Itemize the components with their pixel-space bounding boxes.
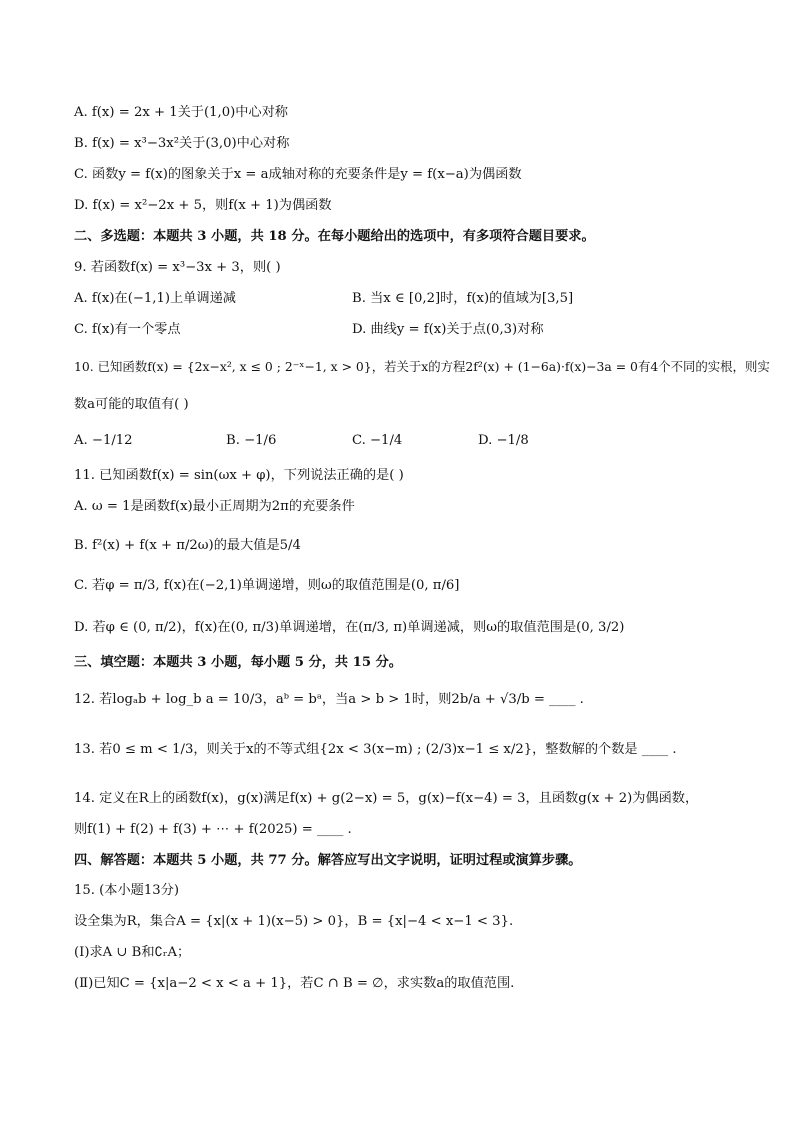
q9-option-c: C. f(x)有一个零点 [74,322,181,337]
q10-option-b: B. −1/6 [226,433,277,448]
q10-option-d: D. −1/8 [478,433,529,448]
q9-option-b: B. 当x ∈ [0,2]时，f(x)的值域为[3,5] [352,291,574,306]
q9-option-d: D. 曲线y = f(x)关于点(0,3)对称 [352,322,544,337]
q15-part2: (Ⅱ)已知C = {x|a−2 < x < a + 1}，若C ∩ B = ∅，求实数a的取值范围. [74,976,515,991]
q15-stem: 设全集为R，集合A = {x|(x + 1)(x−5) > 0}，B = {x|−4 < x−1 < 3}. [74,914,514,929]
q15-title: 15. (本小题13分) [74,883,179,898]
q11-stem: 11. 已知函数f(x) = sin(ωx + φ)，下列说法正确的是( ) [74,468,404,483]
q9-stem: 9. 若函数f(x) = x³−3x + 3，则( ) [74,260,281,275]
q10-stem-line1: 10. 已知函数f(x) = {2x−x², x ≤ 0 ; 2⁻ˣ−1, x > 0}，若关于x的方程2f²(x) + (1−6a)·f(x)−3a = 0有4个不同的实根，则实 [74,359,770,374]
q8-option-d: D. f(x) = x²−2x + 5，则f(x + 1)为偶函数 [74,198,332,213]
q14-line1: 14. 定义在R上的函数f(x)，g(x)满足f(x) + g(2−x) = 5，g(x)−f(x−4) = 3，且函数g(x + 2)为偶函数， [74,791,699,806]
q13: 13. 若0 ≤ m < 1/3，则关于x的不等式组{2x < 3(x−m) ; (2/3)x−1 ≤ x/2}，整数解的个数是 ____ . [74,742,677,757]
q8-option-b: B. f(x) = x³−3x²关于(3,0)中心对称 [74,136,290,151]
section3-heading: 三、填空题：本题共 3 小题，每小题 5 分，共 15 分。 [74,655,402,670]
section2-heading: 二、多选题：本题共 3 小题，共 18 分。在每小题给出的选项中，有多项符合题目要求。 [74,229,595,244]
q10-stem-line2: 数a可能的取值有( ) [74,397,189,412]
section4-heading: 四、解答题：本题共 5 小题，共 77 分。解答应写出文字说明，证明过程或演算步骤。 [74,853,582,868]
q8-option-a: A. f(x) = 2x + 1关于(1,0)中心对称 [74,105,288,120]
q14-line2: 则f(1) + f(2) + f(3) + ⋯ + f(2025) = ____ . [74,822,352,837]
q11-option-b: B. f²(x) + f(x + π/2ω)的最大值是5/4 [74,538,301,553]
q8-option-c: C. 函数y = f(x)的图象关于x = a成轴对称的充要条件是y = f(x−a)为偶函数 [74,167,522,182]
q11-option-c: C. 若φ = π/3, f(x)在(−2,1)单调递增，则ω的取值范围是(0, π/6] [74,578,460,593]
q12: 12. 若logₐb + log_b a = 10/3，aᵇ = bᵃ，当a > b > 1时，则2b/a + √3/b = ____ . [74,692,584,707]
q9-option-a: A. f(x)在(−1,1)上单调递减 [74,291,236,306]
q11-option-a: A. ω = 1是函数f(x)最小正周期为2π的充要条件 [74,499,355,514]
q15-part1: (Ⅰ)求A ∪ B和∁ᵣA； [74,945,191,960]
q11-option-d: D. 若φ ∈ (0, π/2)，f(x)在(0, π/3)单调递增，在(π/3, π)单调递减，则ω的取值范围是(0, 3/2) [74,620,625,635]
q10-option-a: A. −1/12 [74,433,133,448]
q10-option-c: C. −1/4 [352,433,403,448]
